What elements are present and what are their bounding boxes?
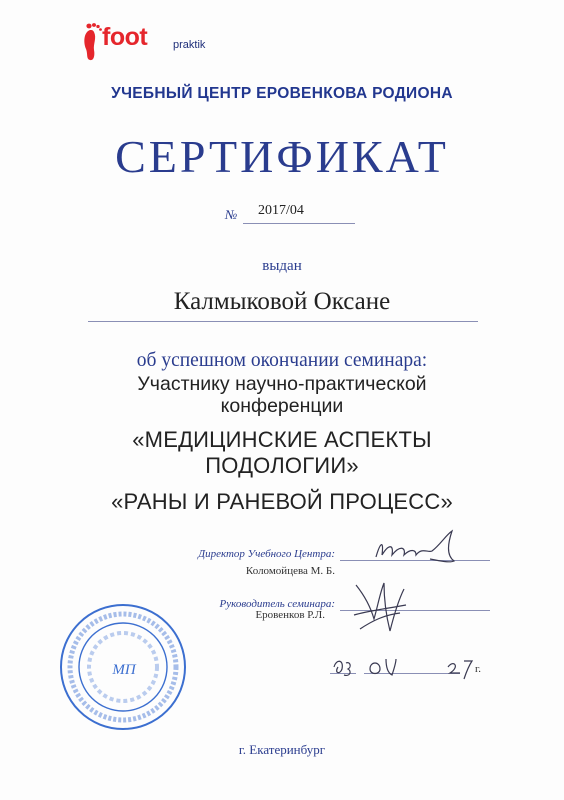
number-sign: №: [225, 207, 238, 222]
intro-text: об успешном окончании семинара:: [136, 350, 428, 371]
date-year-suffix: г.: [475, 663, 482, 675]
director-role: Директор Учебного Центра:: [198, 548, 335, 560]
seminar-leader-name: Еровенков Р.Л.: [255, 609, 325, 621]
topic-line: ПОДОЛОГИИ»: [205, 453, 359, 478]
city-label: г. Екатеринбург: [238, 742, 326, 757]
director-name: Коломойцева М. Б.: [245, 565, 335, 577]
event-line: конференции: [220, 395, 344, 417]
stamp-center-text: МП: [112, 662, 136, 678]
footprint-icon: [80, 22, 104, 62]
event-title: [0, 373, 564, 417]
logo-brand-sub: praktik: [173, 39, 206, 51]
recipient-underline: [88, 321, 478, 322]
number-value: 2017/04: [258, 203, 304, 218]
topic-title: [0, 427, 564, 479]
issued-label: выдан: [262, 258, 302, 274]
stamp-seal: [58, 602, 188, 732]
handwritten-date: [330, 645, 490, 685]
recipient-name: Калмыковой Оксане: [173, 288, 391, 315]
seminar-leader-role: Руководитель семинара:: [219, 598, 335, 610]
certificate-number: [225, 203, 425, 227]
event-line: Участнику научно-практической: [137, 373, 427, 395]
training-center-name: УЧЕБНЫЙ ЦЕНТР ЕРОВЕНКОВА РОДИОНА: [111, 85, 453, 102]
logo-brand: foot: [102, 23, 148, 51]
certificate-title: СЕРТИФИКАТ: [115, 131, 449, 182]
subtopic-title: «РАНЫ И РАНЕВОЙ ПРОЦЕСС»: [111, 489, 453, 514]
seminar-leader-signature: [350, 575, 410, 645]
number-underline: [243, 223, 355, 224]
date-area: [330, 645, 490, 685]
director-signature: [370, 525, 470, 570]
topic-line: «МЕДИЦИНСКИЕ АСПЕКТЫ: [132, 427, 432, 452]
